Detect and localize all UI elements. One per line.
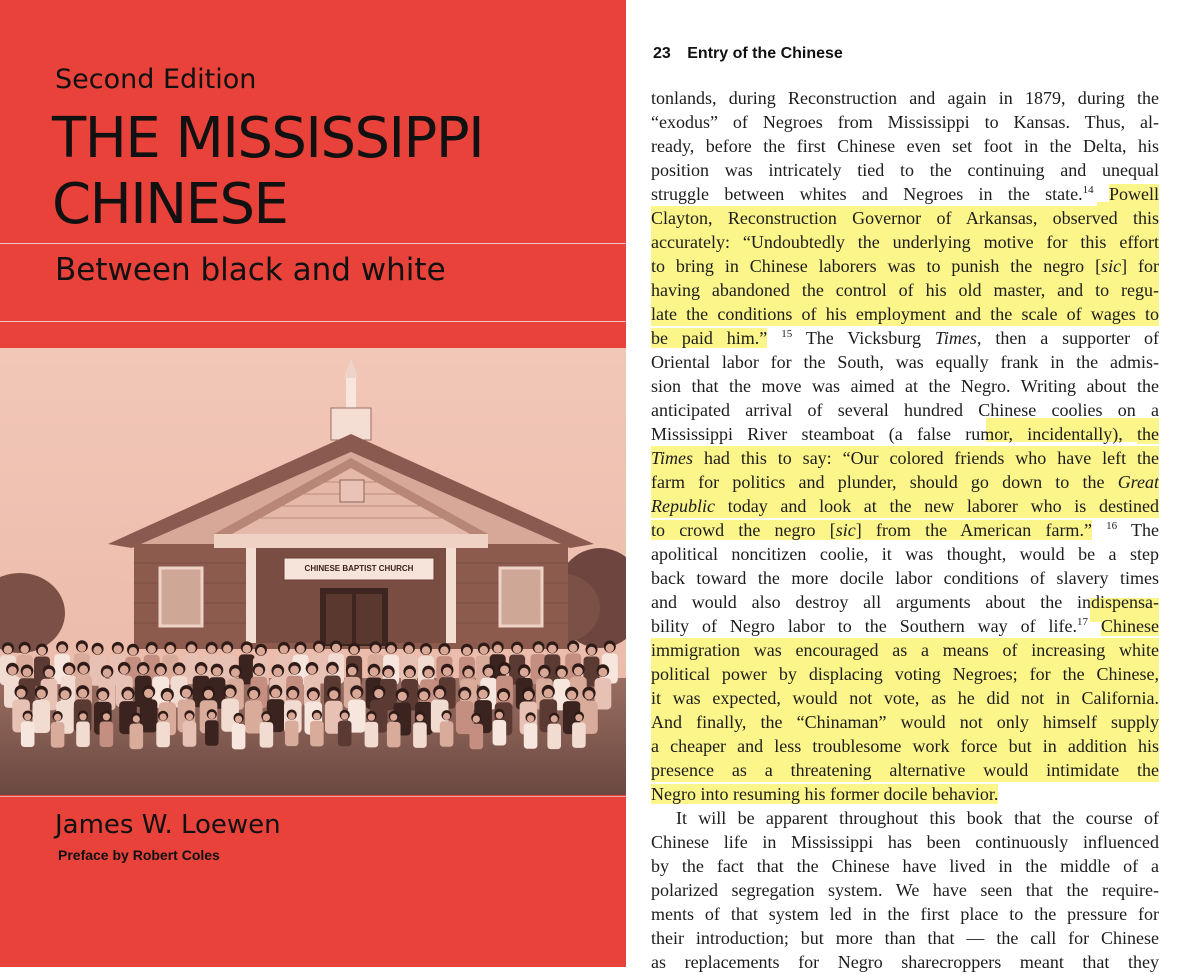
text-line: ready, before the first Chinese even set foot in the Delta, his — [651, 136, 1159, 156]
person-face — [329, 690, 338, 699]
book-page — [626, 0, 1200, 972]
person-figure — [338, 721, 352, 747]
person-face — [45, 669, 54, 678]
text-line: Clayton, Reconstruction Governor of Arkansas, observed this — [651, 208, 1159, 228]
text-line: Oriental labor for the South, was equally frank in the admis- — [651, 352, 1159, 372]
person-face — [207, 645, 215, 653]
person-face — [54, 714, 61, 721]
text-line: apolitical noncitizen coolie, it was thought, would be a step — [651, 544, 1159, 564]
person-face — [65, 666, 74, 675]
person-face — [257, 647, 265, 655]
person-face — [479, 690, 488, 699]
text-line: be paid him.” $^{15}$ The Vicksburg Times, then a supporter of — [651, 328, 1159, 348]
person-face — [405, 669, 414, 678]
text-line: It will be apparent throughout this book that the course of — [676, 808, 1159, 828]
person-figure — [572, 722, 586, 748]
person-face — [23, 668, 32, 677]
person-face — [398, 692, 407, 701]
person-face — [606, 644, 614, 652]
person-face — [60, 690, 69, 699]
person-face — [341, 713, 348, 720]
person-figure — [51, 722, 65, 748]
text-line: anticipated arrival of several hundred Chinese coolies on a — [651, 400, 1159, 420]
person-face — [120, 665, 129, 674]
person-face — [226, 688, 235, 697]
person-face — [271, 689, 280, 698]
person-face — [78, 689, 87, 698]
person-face — [371, 645, 379, 653]
person-face — [315, 644, 323, 652]
person-face — [463, 647, 471, 655]
person-figure — [413, 722, 427, 748]
person-figure — [387, 722, 401, 748]
person-face — [243, 645, 251, 653]
person-face — [37, 689, 46, 698]
text-line: sion that the move was aimed at the Negro. Writing about the — [651, 376, 1159, 396]
person-face — [290, 666, 299, 675]
person-face — [129, 647, 137, 655]
person-face — [390, 714, 397, 721]
person-face — [197, 666, 206, 675]
person-face — [296, 645, 304, 653]
person-face — [308, 665, 317, 674]
text-line: bility of Negro labor to the Southern way of life.$^{17}$ Chinese — [651, 616, 1159, 636]
person-face — [249, 690, 258, 699]
person-face — [569, 644, 577, 652]
person-face — [384, 669, 393, 678]
person-figure — [76, 722, 90, 748]
person-face — [98, 691, 107, 700]
person-face — [574, 667, 583, 676]
person-face — [273, 668, 282, 677]
person-face — [231, 668, 240, 677]
person-face — [160, 713, 167, 720]
text-line: by the fact that the Chinese have lived in the middle of a — [651, 856, 1159, 876]
person-face — [500, 666, 509, 675]
person-face — [443, 713, 450, 720]
text-line: position was intricately tied to the continuing and unequal — [651, 160, 1159, 180]
book-title-line2: CHINESE — [52, 172, 288, 237]
person-face — [328, 665, 337, 674]
person-face — [484, 668, 493, 677]
text-line: it was expected, would not vote, as he did not in California. — [651, 688, 1159, 708]
text-line: having abandoned the control of his old master, and to regu- — [651, 280, 1159, 300]
author-name: James W. Loewen — [55, 810, 281, 840]
text-line: Mississippi River steamboat (a false rumor, incidentally), the — [651, 424, 1159, 444]
person-face — [520, 668, 529, 677]
person-face — [540, 668, 549, 677]
person-face — [443, 667, 452, 676]
person-face — [440, 646, 448, 654]
person-face — [21, 645, 29, 653]
person-figure — [130, 724, 144, 750]
person-face — [263, 714, 270, 721]
text-line: and would also destroy all arguments about the indispensa- — [651, 592, 1159, 612]
person-face — [8, 666, 17, 675]
person-face — [513, 645, 521, 653]
text-line: struggle between whites and Negroes in the state.$^{14}$ Powell — [651, 184, 1159, 204]
person-face — [133, 715, 140, 722]
text-line: immigration was encouraged as a means of increasing white — [651, 640, 1159, 660]
person-face — [114, 645, 122, 653]
text-line: tonlands, during Reconstruction and again in 1879, during the — [651, 88, 1159, 108]
page-number: 23 — [653, 45, 671, 62]
person-figure — [232, 724, 246, 750]
person-face — [496, 712, 503, 719]
person-face — [416, 714, 423, 721]
person-face — [480, 646, 488, 654]
person-face — [58, 644, 66, 652]
cover-divider — [0, 243, 626, 244]
person-face — [156, 666, 165, 675]
person-face — [208, 712, 215, 719]
person-face — [186, 713, 193, 720]
person-face — [163, 692, 172, 701]
person-figure — [493, 720, 507, 746]
text-line: Republic today and look at the new laborer who is destined — [651, 496, 1159, 516]
person-face — [435, 689, 444, 698]
person-face — [79, 713, 86, 720]
person-figure — [285, 721, 299, 747]
person-face — [332, 644, 340, 652]
text-line: presence as a threatening alternative would intimidate the — [651, 760, 1159, 780]
person-figure — [365, 722, 379, 748]
book-title-line1: THE MISSISSIPPI — [52, 106, 484, 171]
text-line: late the conditions of his employment and the scale of wages to — [651, 304, 1159, 324]
person-figure — [547, 724, 561, 750]
person-face — [548, 645, 556, 653]
text-line: “exodus” of Negroes from Mississippi to Kansas. Thus, al- — [651, 112, 1159, 132]
church-group-photo — [0, 348, 626, 795]
person-face — [223, 645, 231, 653]
preface-credit: Preface by Robert Coles — [58, 847, 220, 863]
person-face — [551, 715, 558, 722]
book-subtitle: Between black and white — [55, 252, 446, 288]
text-line: political power by displacing voting Negroes; for the Chinese, — [651, 664, 1159, 684]
person-face — [524, 691, 533, 700]
person-face — [368, 714, 375, 721]
person-face — [494, 645, 502, 653]
person-face — [78, 644, 86, 652]
person-face — [93, 646, 101, 654]
person-figure — [156, 722, 170, 748]
person-figure — [524, 723, 538, 749]
person-figure — [33, 700, 51, 733]
person-face — [148, 645, 156, 653]
person-face — [499, 692, 508, 701]
text-line: to bring in Chinese laborers was to punish the negro [sic] for — [651, 256, 1159, 276]
person-face — [204, 690, 213, 699]
text-line: farm for politics and plunder, should go down to the Great — [651, 472, 1159, 492]
person-face — [534, 644, 542, 652]
person-face — [103, 669, 112, 678]
text-line: ments of that system led in the first place to the pressure for — [651, 904, 1159, 924]
person-face — [139, 665, 148, 674]
person-face — [350, 646, 358, 654]
person-face — [166, 645, 174, 653]
person-face — [370, 667, 379, 676]
person-face — [38, 647, 46, 655]
running-head — [653, 45, 843, 63]
person-face — [187, 644, 195, 652]
person-face — [280, 645, 288, 653]
text-line: a cheaper and less troublesome work force but in addition his — [651, 736, 1159, 756]
person-face — [144, 689, 153, 698]
person-face — [79, 665, 88, 674]
person-face — [557, 669, 566, 678]
cover-divider — [0, 796, 626, 797]
person-face — [213, 667, 222, 676]
person-face — [175, 666, 184, 675]
person-face — [123, 690, 132, 699]
text-line: as replacements for Negro sharecroppers meant that they — [651, 952, 1159, 972]
text-line: their introduction; but more than that — the call for Chinese — [651, 928, 1159, 948]
person-face — [422, 646, 430, 654]
person-face — [405, 645, 413, 653]
person-face — [419, 691, 428, 700]
person-face — [599, 668, 608, 677]
person-face — [424, 669, 433, 678]
edition-label: Second Edition — [55, 64, 257, 95]
person-face — [288, 712, 295, 719]
person-figure — [440, 721, 454, 747]
text-line: back toward the more docile labor conditions of slavery times — [651, 568, 1159, 588]
person-face — [255, 667, 264, 676]
person-figure — [260, 722, 274, 748]
person-figure — [310, 721, 324, 747]
person-figure — [470, 724, 484, 750]
person-face — [182, 689, 191, 698]
person-figure — [100, 722, 114, 748]
text-line: to crowd the negro [sic] from the American farm.” $^{16}$ The — [651, 520, 1159, 540]
person-face — [464, 669, 473, 678]
person-face — [387, 645, 395, 653]
text-line: Times had this to say: “Our colored friends who have left the — [651, 448, 1159, 468]
person-face — [24, 713, 31, 720]
text-line: polarized segregation system. We have seen that the require- — [651, 880, 1159, 900]
person-face — [348, 667, 357, 676]
person-face — [460, 690, 469, 699]
person-figure — [183, 721, 197, 747]
person-face — [567, 691, 576, 700]
person-face — [575, 714, 582, 721]
person-face — [288, 690, 297, 699]
church-sign-text: CHINESE BAPTIST CHURCH — [304, 564, 414, 573]
person-face — [473, 716, 480, 723]
person-face — [235, 716, 242, 723]
cover-divider — [0, 321, 626, 322]
person-face — [17, 689, 26, 698]
person-face — [374, 689, 383, 698]
person-face — [587, 647, 595, 655]
text-line: Negro into resuming his former docile behavior. — [651, 784, 999, 804]
person-face — [352, 689, 361, 698]
person-figure — [21, 722, 35, 748]
text-line: Chinese life in Mississippi has been continuously influenced — [651, 832, 1159, 852]
person-face — [527, 715, 534, 722]
person-face — [313, 713, 320, 720]
text-line: accurately: “Undoubtedly the underlying motive for this effort — [651, 232, 1159, 252]
person-figure — [205, 720, 219, 746]
person-face — [4, 646, 12, 654]
person-face — [103, 713, 110, 720]
person-face — [544, 689, 553, 698]
person-face — [309, 691, 318, 700]
person-face — [584, 690, 593, 699]
chapter-title: Entry of the Chinese — [687, 45, 843, 62]
text-line: And finally, the “Chinaman” would not only himself supply — [651, 712, 1159, 732]
